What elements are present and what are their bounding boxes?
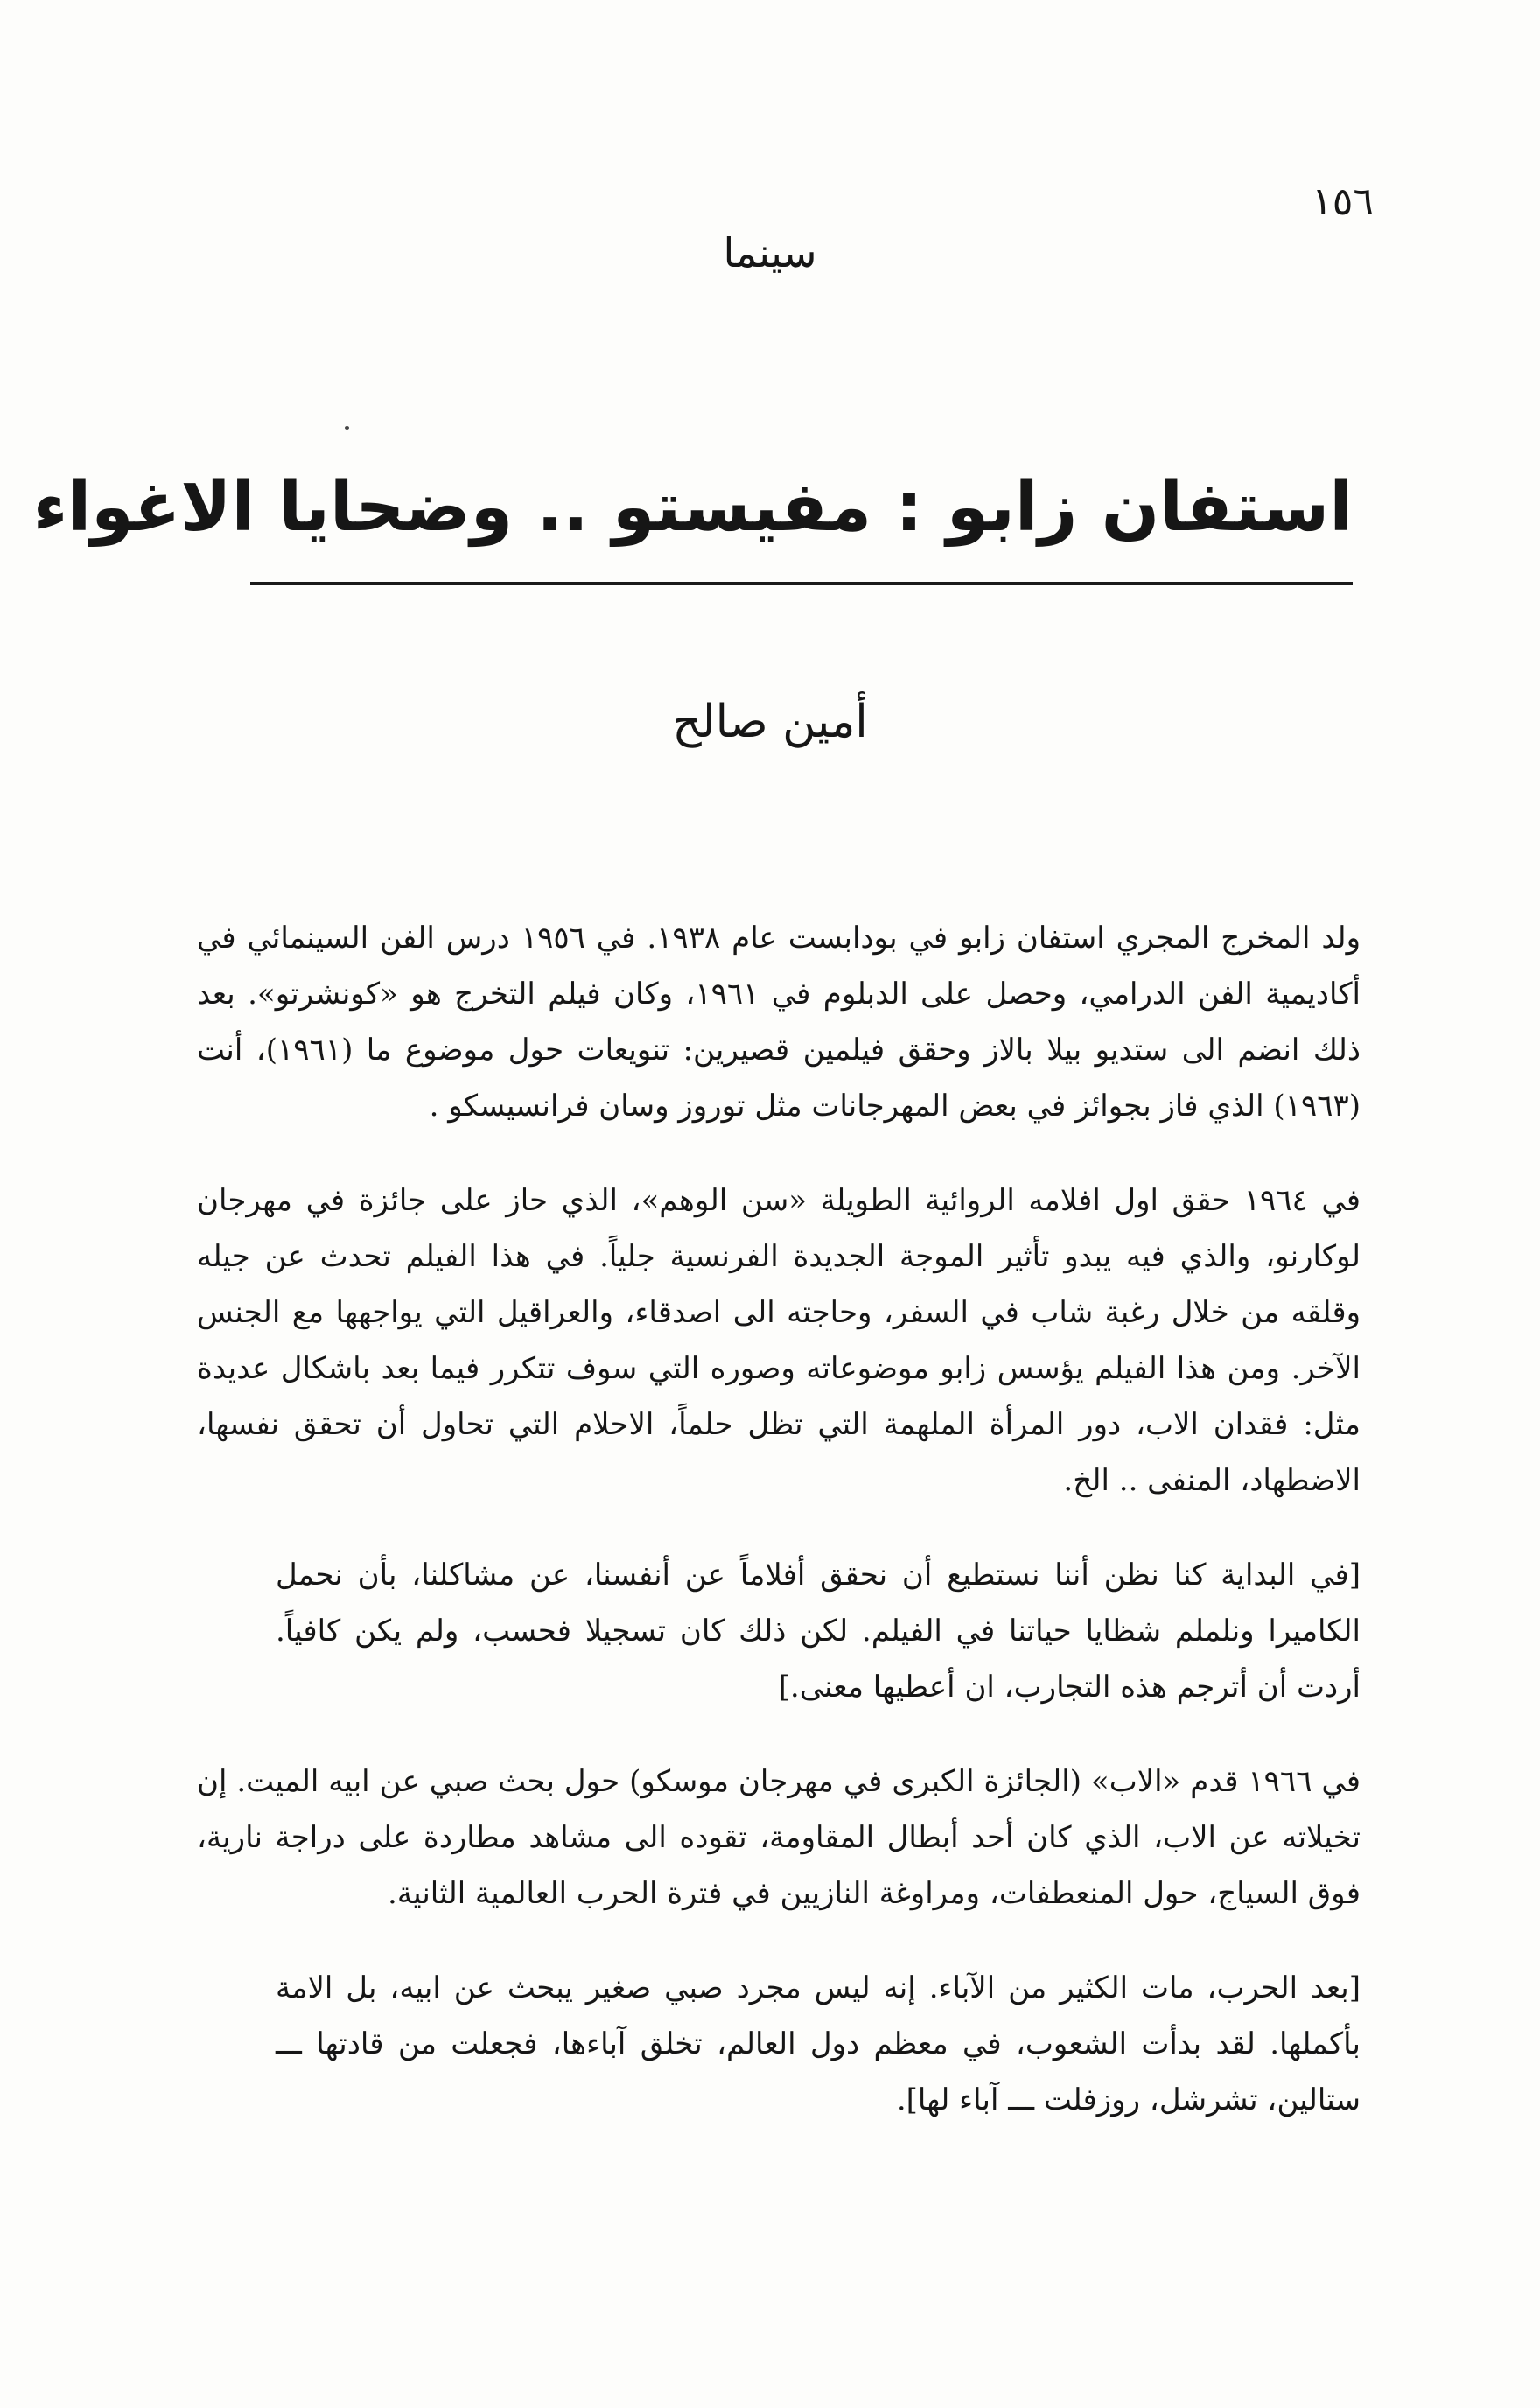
section-label: سينما bbox=[723, 229, 817, 276]
article-title: استفان زابو : مفيستو .. وضحايا الاغواء bbox=[32, 468, 1353, 547]
title-block bbox=[32, 446, 1353, 604]
author-name: أمين صالح bbox=[672, 696, 868, 748]
paragraph-father-film: في ١٩٦٦ قدم «الاب» (الجائزة الكبرى في مهرجان موسكو) حول بحث صبي عن ابيه الميت. إن تخيلاته عن الاب، الذي كان أحد أبطال المقاومة، تقوده الى مشاهد مطاردة على دراجة نارية، فوق السياج، حول المنعطفات، ومراوغة النازيين في فترة الحرب العالمية الثانية. bbox=[197, 1764, 1361, 1911]
article-body bbox=[197, 910, 1361, 2166]
title-underline bbox=[250, 582, 1353, 585]
quote-beginnings: [في البداية كنا نظن أننا نستطيع أن نحقق أفلاماً عن أنفسنا، عن مشاكلنا، بأن نحمل الكاميرا ونلملم شظايا حياتنا في الفيلم. لكن ذلك كان تسجيلا فحسب، ولم يكن كافياً. أردت أن أترجم هذه التجارب، ان أعطيها معنى.] bbox=[276, 1558, 1361, 1704]
quote-after-war: [بعد الحرب، مات الكثير من الآباء. إنه ليس مجرد صبي صغير يبحث عن ابيه، بل الامة بأكملها. لقد بدأت الشعوب، في معظم دول العالم، تخلق آباءها، فجعلت من قادتها ـــ ستالين، تشرشل، روزفلت ـــ آباء لها]. bbox=[276, 1970, 1361, 2118]
paragraph-intro: ولد المخرج المجري استفان زابو في بودابست عام ١٩٣٨. في ١٩٥٦ درس الفن السينمائي في أكاديمية الفن الدرامي، وحصل على الدبلوم في ١٩٦١، وكان فيلم التخرج هو «كونشرتو». بعد ذلك انضم الى ستديو بيلا بالاز وحقق فيلمين قصيرين: تنويعات حول موضوع ما (١٩٦١)، أنت (١٩٦٣) الذي فاز بجوائز في بعض المهرجانات مثل توروز وسان فرانسيسكو . bbox=[197, 920, 1362, 1124]
print-speck bbox=[345, 426, 349, 430]
paragraph-first-feature: في ١٩٦٤ حقق اول افلامه الروائية الطويلة «سن الوهم»، الذي حاز على جائزة في مهرجان لوكارنو، والذي فيه يبدو تأثير الموجة الجديدة الفرنسية جلياً. في هذا الفيلم تحدث عن جيله وقلقه من خلال رغبة شاب في السفر، وحاجته الى اصدقاء، والعراقيل التي يواجهها مع الجنس الآخر. ومن هذا الفيلم يؤسس زابو موضوعاته وصوره التي سوف تتكرر فيما بعد باشكال عديدة مثل: فقدان الاب، دور المرأة الملهمة التي تظل حلماً، الاحلام التي تحاول أن تحقق نفسها، الاضطهاد، المنفى .. الخ. bbox=[197, 1183, 1362, 1498]
page-number: ١٥٦ bbox=[1312, 179, 1374, 224]
